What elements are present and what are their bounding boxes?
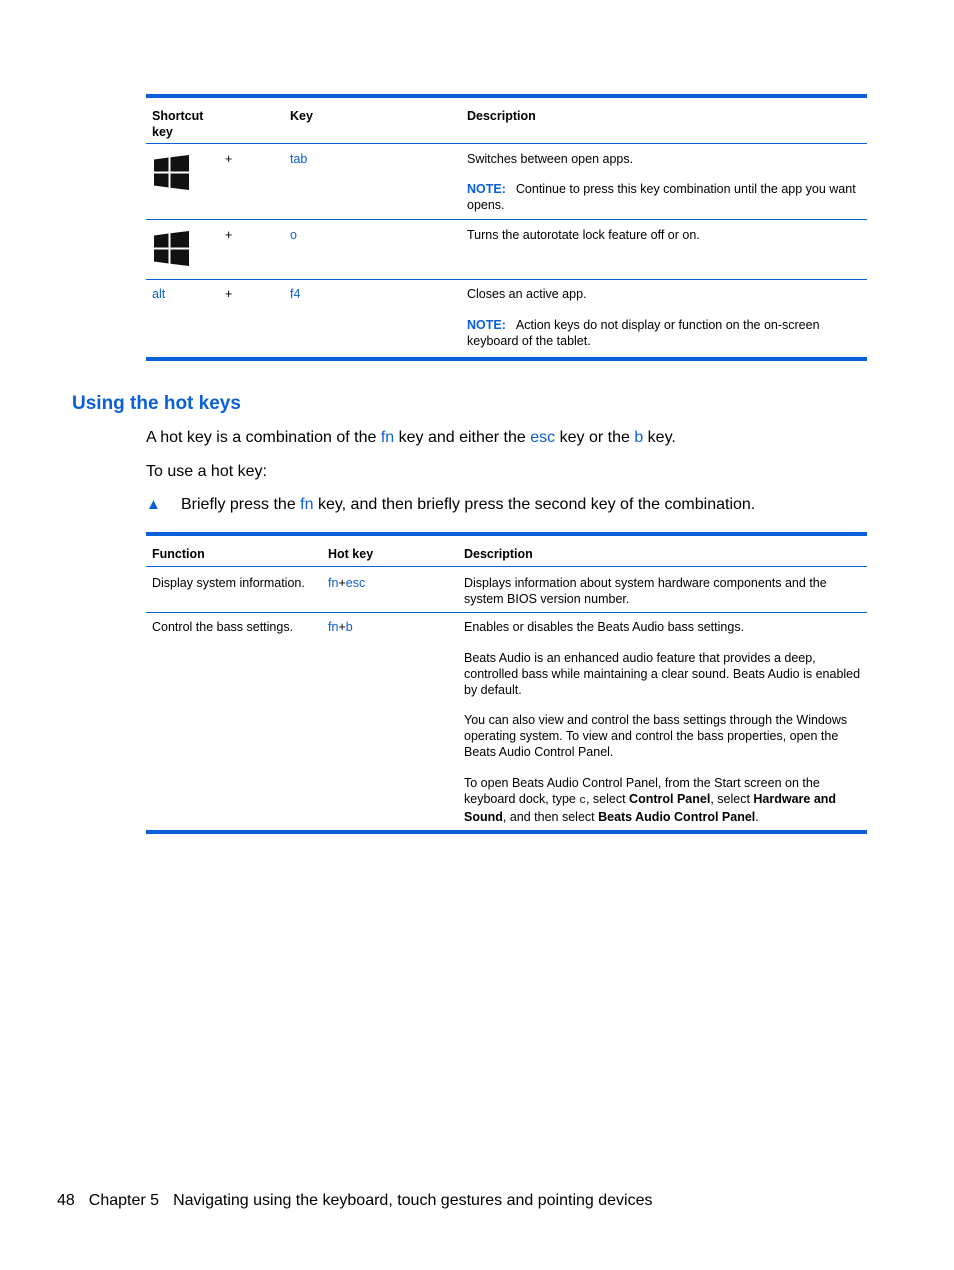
- description-text: Beats Audio is an enhanced audio feature that provides a deep, controlled bass while maintaining a clear sound. Beats Audio is enabled by default.: [464, 651, 861, 697]
- key-esc: esc: [345, 576, 366, 590]
- description-text: Enables or disables the Beats Audio bass settings.: [464, 620, 745, 634]
- text: To open Beats Audio Control Panel, from the Start screen on the keyboard dock, type: [464, 776, 820, 806]
- table-bottom-rule: [146, 830, 867, 834]
- step-paragraph: [181, 495, 755, 515]
- plus-sign: +: [338, 576, 346, 590]
- description-text: Closes an active app.: [467, 287, 587, 301]
- function-text: Display system information.: [152, 576, 305, 590]
- bold-text: Beats Audio Control Panel: [598, 810, 756, 824]
- step-text: Briefly press the: [181, 496, 301, 513]
- description-cell: [464, 619, 862, 825]
- table-row: [146, 613, 867, 830]
- triangle-bullet-icon: ▲: [146, 496, 161, 513]
- header-description: Description: [464, 547, 533, 561]
- note: [467, 181, 857, 213]
- description-text: Switches between open apps.: [467, 152, 634, 166]
- hotkey-cell: [328, 619, 353, 635]
- key-o: o: [290, 228, 297, 242]
- windows-logo-icon: [154, 155, 189, 190]
- table-row: [146, 220, 867, 280]
- intro-paragraph: [146, 428, 676, 448]
- shortcut-table: [146, 94, 867, 361]
- key-esc: esc: [530, 429, 556, 446]
- description-text: [464, 775, 862, 825]
- table-row: [146, 144, 867, 220]
- note-text: Continue to press this key combination until the app you want opens.: [467, 182, 856, 212]
- chapter-title: Navigating using the keyboard, touch gestures and pointing devices: [173, 1192, 653, 1209]
- key-f4: f4: [290, 287, 301, 301]
- intro-text: key or the: [555, 429, 635, 446]
- typed-text: c: [579, 795, 586, 807]
- description-text: You can also view and control the bass settings through the Windows operating system. To view and control the bass properties, open the Beats Audio Control Panel.: [464, 713, 848, 759]
- key-b: b: [345, 620, 353, 634]
- intro-text: key and either the: [394, 429, 531, 446]
- key-b: b: [634, 429, 644, 446]
- to-use-paragraph: To use a hot key:: [146, 463, 267, 480]
- table-row: [146, 280, 867, 357]
- key-fn: fn: [380, 429, 395, 446]
- key-fn: fn: [328, 620, 339, 634]
- table-header-row: [146, 98, 867, 144]
- bold-text: Control Panel: [629, 792, 711, 806]
- plus-sign: +: [225, 228, 233, 242]
- description-cell: [467, 151, 857, 213]
- text: .: [755, 810, 759, 824]
- description-text: Displays information about system hardware components and the system BIOS version number.: [464, 576, 827, 606]
- page-footer: [57, 1191, 666, 1211]
- step-text: key, and then briefly press the second key of the combination.: [313, 496, 756, 513]
- windows-logo-icon: [154, 231, 189, 266]
- note-label: NOTE:: [467, 182, 506, 196]
- key-fn: fn: [328, 576, 339, 590]
- note: [467, 317, 857, 349]
- section-title: Using the hot keys: [72, 393, 241, 414]
- key-alt: alt: [152, 287, 166, 301]
- header-description: Description: [467, 109, 536, 123]
- key-tab: tab: [290, 152, 308, 166]
- plus-sign: +: [225, 152, 233, 166]
- header-key: Key: [290, 109, 313, 123]
- hotkey-table: [146, 532, 867, 834]
- page-number: 48: [57, 1192, 75, 1209]
- text: , select: [710, 792, 754, 806]
- plus-sign: +: [225, 287, 233, 301]
- table-row: [146, 567, 867, 613]
- table-header-row: [146, 536, 867, 567]
- text: , and then select: [502, 810, 599, 824]
- header-shortcut: Shortcut key: [152, 109, 204, 139]
- note-label: NOTE:: [467, 318, 506, 332]
- key-fn: fn: [300, 496, 314, 513]
- function-text: Control the bass settings.: [152, 620, 294, 634]
- table-bottom-rule: [146, 357, 867, 361]
- description-cell: [467, 286, 857, 349]
- header-function: Function: [152, 547, 205, 561]
- bold-text: Hardware and Sound: [464, 792, 837, 824]
- text: , select: [585, 792, 630, 806]
- intro-text: A hot key is a combination of the: [146, 429, 381, 446]
- chapter-label: Chapter 5: [88, 1192, 160, 1209]
- header-hotkey: Hot key: [328, 547, 374, 561]
- plus-sign: +: [338, 620, 346, 634]
- hotkey-cell: [328, 575, 365, 591]
- intro-text: key.: [643, 429, 676, 446]
- note-text: Action keys do not display or function on the on-screen keyboard of the tablet.: [467, 318, 820, 348]
- description-text: Turns the autorotate lock feature off or on.: [467, 228, 700, 242]
